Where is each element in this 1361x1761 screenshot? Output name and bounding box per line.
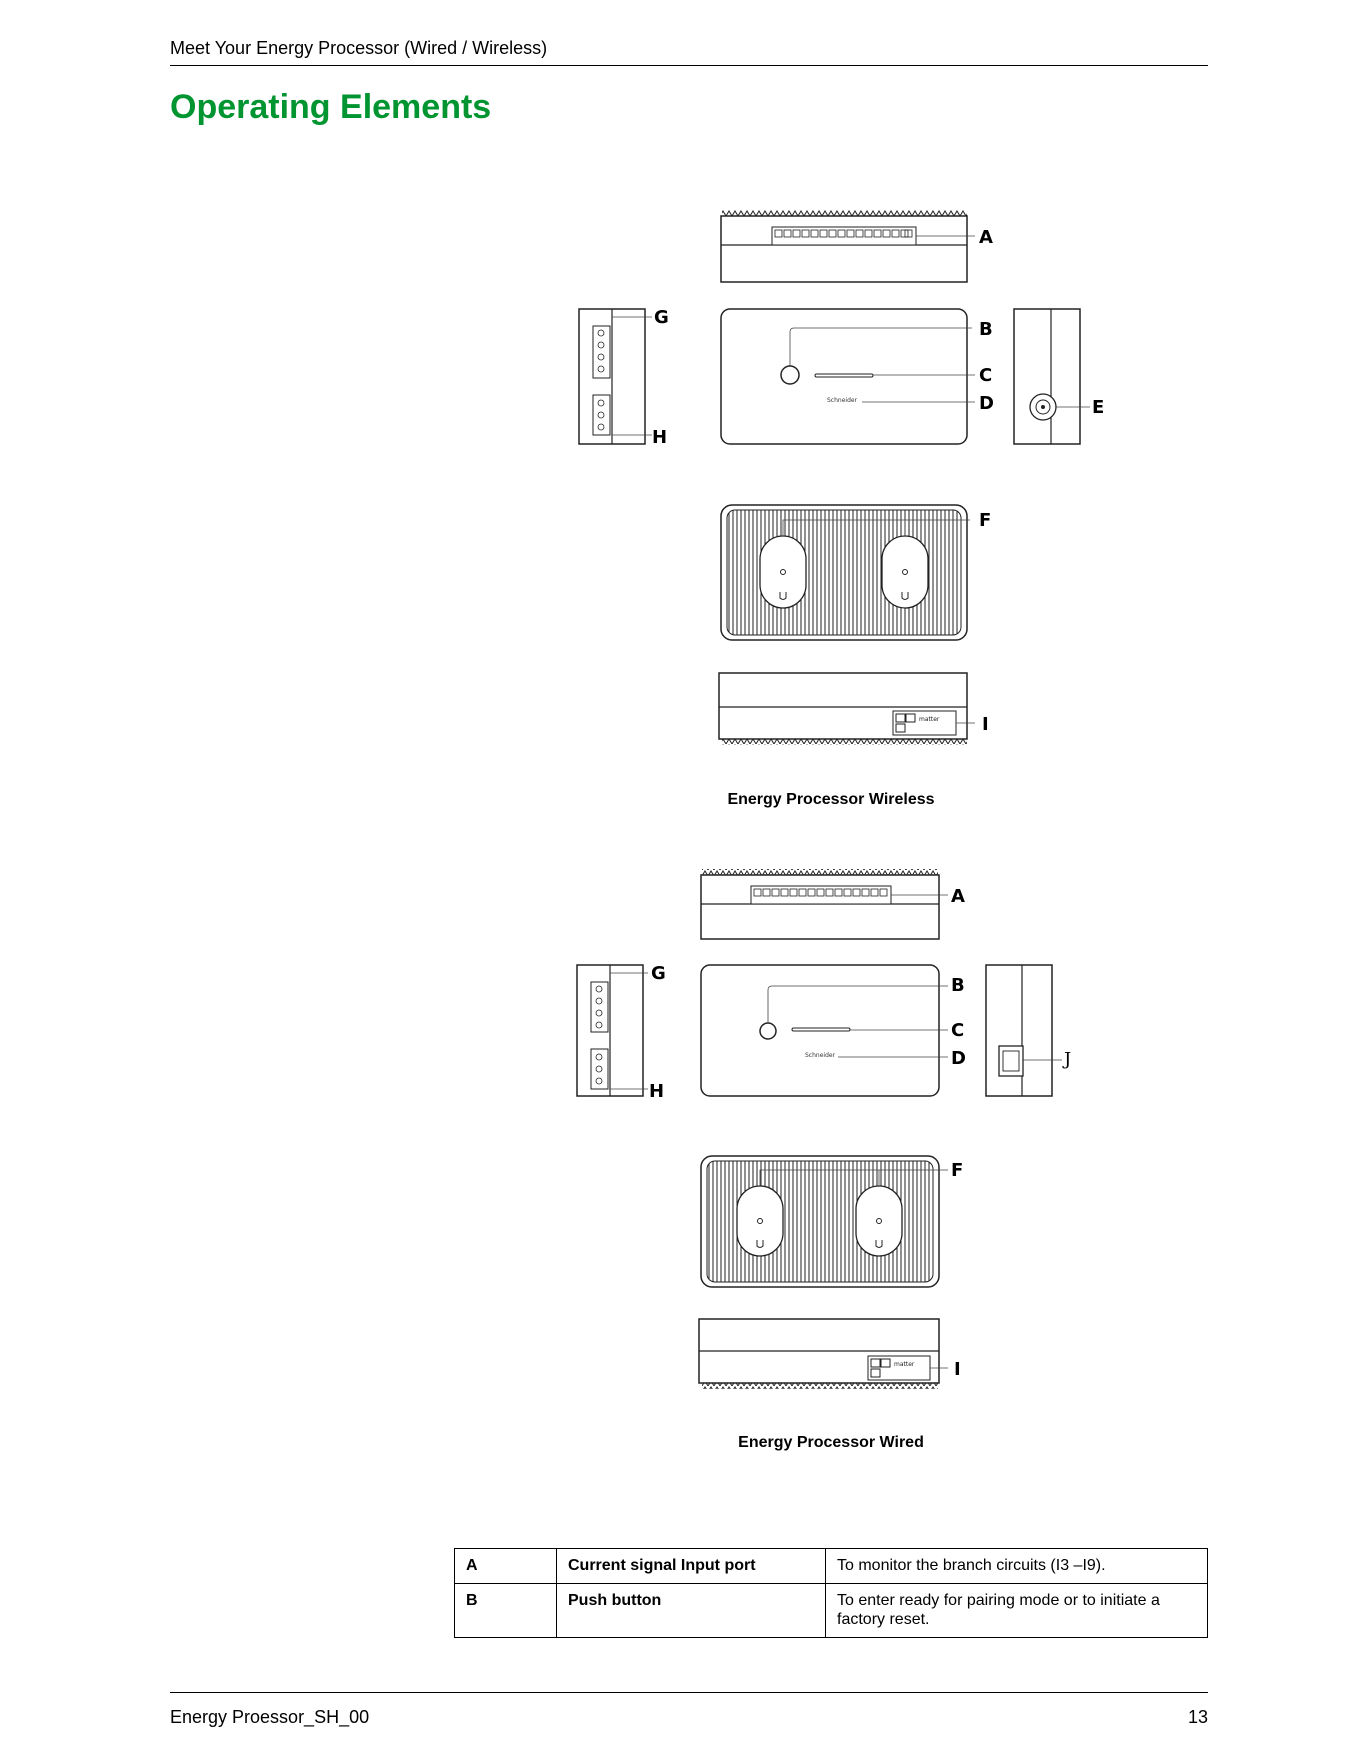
svg-text:matter: matter — [894, 1361, 915, 1368]
callout-a: A — [951, 886, 965, 907]
mounting-slot-right-icon — [856, 1186, 902, 1256]
wired-left-view — [577, 965, 648, 1096]
push-button-icon — [760, 1023, 776, 1039]
callout-a: A — [979, 227, 993, 248]
table-cell-name: Current signal Input port — [557, 1549, 826, 1584]
wireless-caption: Energy Processor Wireless — [727, 791, 935, 808]
wired-top-view — [701, 869, 948, 939]
matter-qr-label — [868, 1356, 930, 1380]
brand-logo: Schneider — [827, 397, 858, 404]
callout-c: C — [951, 1020, 965, 1041]
callout-c: C — [979, 365, 993, 386]
callout-g: G — [651, 963, 666, 984]
footer-rule — [170, 1692, 1208, 1693]
led-strip-icon — [792, 1028, 850, 1031]
mounting-slot-left-icon — [737, 1186, 783, 1256]
wireless-figure — [579, 210, 1104, 745]
table-row — [455, 1584, 1208, 1638]
wired-figure — [577, 869, 1071, 1389]
callout-e: E — [1092, 397, 1105, 418]
callout-b: B — [951, 975, 965, 996]
running-header: Meet Your Energy Processor (Wired / Wireless) — [170, 38, 548, 58]
wired-back-view — [701, 1156, 948, 1287]
wired-callout-labels — [649, 886, 1071, 1380]
callout-j: J — [1064, 1049, 1072, 1070]
footer-document-id: Energy Proessor_SH_00 — [170, 1707, 370, 1727]
mounting-slot-right-icon — [882, 536, 928, 608]
callout-d: D — [951, 1048, 966, 1069]
wireless-front-view — [721, 309, 975, 444]
table-row — [455, 1549, 1208, 1584]
callout-d: D — [979, 393, 994, 414]
table-cell-description: To enter ready for pairing mode or to initiate a factory reset. — [826, 1584, 1208, 1638]
wired-caption: Energy Processor Wired — [738, 1434, 924, 1451]
brand-logo: Schneider — [805, 1052, 836, 1059]
callout-b: B — [979, 319, 993, 340]
svg-text:matter: matter — [919, 716, 940, 723]
mounting-slot-left-icon — [760, 536, 806, 608]
wireless-back-view — [721, 505, 970, 640]
callout-f: F — [951, 1160, 964, 1181]
callout-i: I — [954, 1359, 961, 1380]
wired-right-view — [986, 965, 1062, 1096]
wireless-input-ports — [772, 227, 916, 245]
page-number: 13 — [1187, 1707, 1208, 1727]
matter-qr-label — [893, 711, 956, 735]
callout-h: H — [652, 427, 668, 448]
callout-h: H — [649, 1081, 665, 1102]
page-title: Operating Elements — [170, 88, 492, 126]
wireless-callout-labels — [652, 227, 1104, 735]
callout-i: I — [982, 714, 989, 735]
table-cell-key: A — [455, 1549, 557, 1584]
callout-f: F — [979, 510, 992, 531]
callout-g: G — [654, 307, 669, 328]
table-cell-name: Push button — [557, 1584, 826, 1638]
wired-bottom-view — [699, 1319, 948, 1389]
wired-front-view — [701, 965, 948, 1096]
table-cell-description: To monitor the branch circuits (I3 –I9). — [826, 1549, 1208, 1584]
operating-elements-table — [454, 1548, 1208, 1638]
wireless-right-view — [1014, 309, 1090, 444]
led-strip-icon — [815, 374, 873, 377]
wireless-top-view — [721, 210, 975, 282]
wireless-left-view — [579, 309, 652, 444]
wireless-bottom-view — [719, 673, 975, 745]
table-cell-key: B — [455, 1584, 557, 1638]
push-button-icon — [781, 366, 799, 384]
